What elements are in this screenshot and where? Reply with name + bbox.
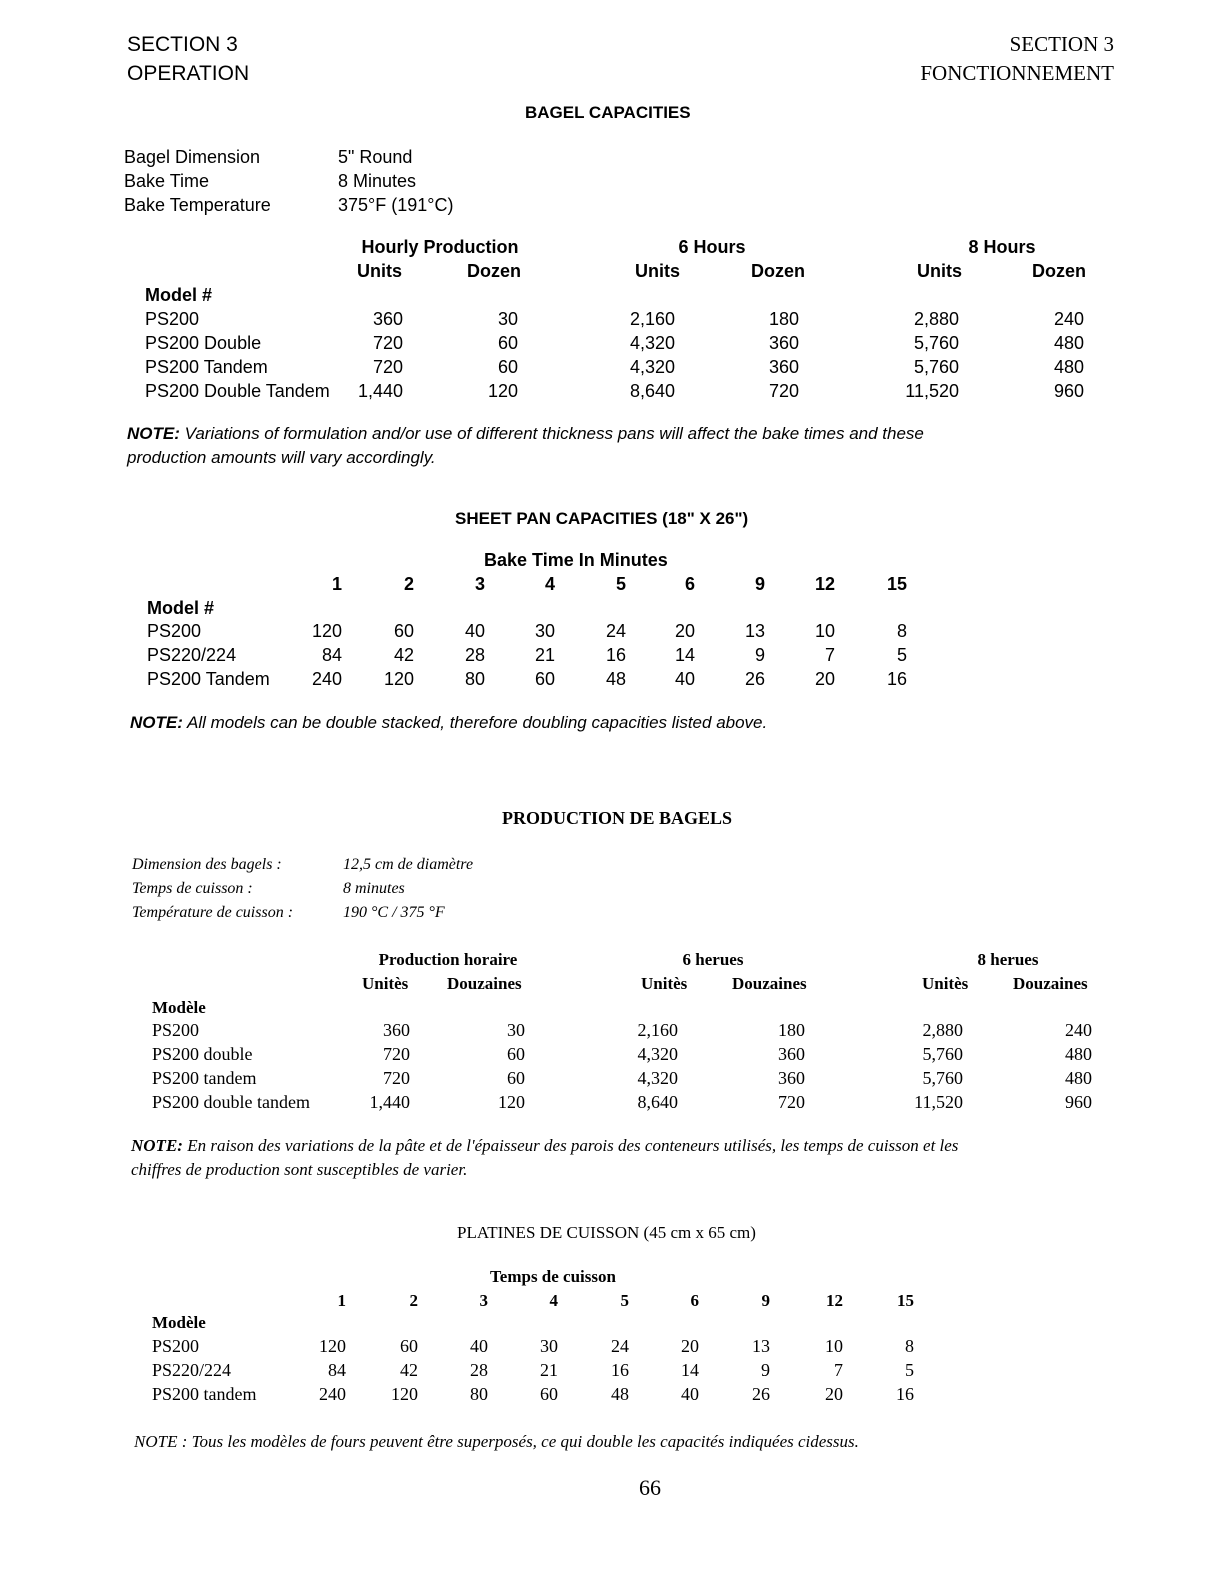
cell: 240 [1065,1020,1092,1040]
cell: 240 [311,669,342,689]
cell: 14 [681,1360,699,1380]
cell: 960 [1065,1092,1092,1112]
cell: 720 [383,1044,410,1064]
spec-label: Temps de cuisson : [132,880,253,897]
cell: 4,320 [629,357,675,377]
minute-header: 9 [754,574,765,594]
cell: 20 [674,621,695,641]
cell: 1,440 [369,1092,410,1112]
cell: 10 [825,1336,843,1356]
cell: 4,320 [637,1044,678,1064]
cell: 20 [825,1384,843,1404]
model-name: PS200 Tandem [145,357,268,377]
cell: 180 [768,309,799,329]
cell: 120 [498,1092,525,1112]
cell: 2,160 [629,309,675,329]
cell: 2,880 [922,1020,963,1040]
cell: 28 [470,1360,488,1380]
note-text: All models can be double stacked, therefore doubling capacities listed above. [182,713,768,732]
bagel-capacities-title: BAGEL CAPACITIES [525,103,691,122]
spec-value: 375°F (191°C) [338,195,454,215]
cell: 7 [834,1360,843,1380]
group-header-6h: 6 herues [682,950,744,969]
cell: 5,760 [913,333,959,353]
cell: 360 [768,357,799,377]
cell: 720 [778,1092,805,1112]
cell: 13 [752,1336,770,1356]
cell: 360 [372,309,403,329]
cell: 30 [497,309,518,329]
minute-header: 6 [684,574,695,594]
cell: 8,640 [637,1092,678,1112]
col-header: Dozen [467,261,521,281]
group-header-bake-time: Temps de cuisson [490,1267,616,1286]
cell: 40 [464,621,485,641]
cell: 1,440 [357,381,403,401]
note-text: En raison des variations de la pâte et de l'épaisseur des parois des conteneurs utilisés, les temps de cuisson et les [182,1136,959,1155]
model-name: PS200 Tandem [147,669,270,689]
minute-header: 1 [331,574,342,594]
cell: 8,640 [629,381,675,401]
cell: 5,760 [913,357,959,377]
cell: 5,760 [922,1068,963,1088]
cell: 60 [400,1336,418,1356]
note-prefix: NOTE: [131,1136,183,1155]
french-bagel-note [131,1134,958,1182]
spec-label: Bake Time [124,171,210,191]
section-number-fr: SECTION 3 [1009,32,1114,56]
cell: 14 [674,645,695,665]
spec-value: 12,5 cm de diamètre [343,856,474,873]
col-header: Douzaines [732,974,807,993]
cell: 60 [507,1044,525,1064]
cell: 84 [321,645,342,665]
model-name: PS200 [147,621,202,641]
cell: 720 [372,357,403,377]
model-name: PS200 double [152,1044,253,1064]
cell: 720 [372,333,403,353]
spec-label: Bagel Dimension [124,147,261,167]
cell: 360 [778,1044,805,1064]
page-number: 66 [639,1475,661,1500]
cell: 8 [905,1336,914,1356]
cell: 40 [681,1384,699,1404]
minute-header: 3 [479,1291,488,1310]
cell: 360 [383,1020,410,1040]
model-name: PS200 tandem [152,1384,257,1404]
note-prefix: NOTE: [130,713,183,732]
model-header: Modèle [152,1313,206,1332]
cell: 2,880 [913,309,959,329]
minute-header: 12 [826,1291,843,1310]
cell: 10 [814,621,835,641]
cell: 60 [497,357,518,377]
cell: 30 [534,621,555,641]
section-header-right [920,30,1114,88]
minute-header: 6 [690,1291,699,1310]
group-header-6h: 6 Hours [678,237,746,257]
col-header: Douzaines [447,974,522,993]
note-text: production amounts will vary accordingly. [127,448,436,467]
group-header-hourly: Hourly Production [361,237,519,257]
cell: 80 [464,669,485,689]
model-name: PS200 tandem [152,1068,257,1088]
spec-value: 190 °C / 375 °F [343,904,445,921]
cell: 60 [540,1384,558,1404]
cell: 720 [383,1068,410,1088]
cell: 720 [768,381,799,401]
cell: 180 [778,1020,805,1040]
model-header: Model # [147,598,215,618]
cell: 24 [611,1336,629,1356]
section-name: OPERATION [127,62,250,85]
model-name: PS200 [145,309,200,329]
cell: 120 [319,1336,346,1356]
minute-header: 4 [544,574,555,594]
cell: 120 [487,381,518,401]
cell: 120 [391,1384,418,1404]
model-name: PS200 [152,1336,200,1356]
cell: 21 [534,645,555,665]
bagel-note [127,422,924,470]
cell: 80 [470,1384,488,1404]
model-name: PS200 Double [145,333,262,353]
cell: 5,760 [922,1044,963,1064]
cell: 24 [605,621,626,641]
spec-value: 8 minutes [343,880,405,897]
cell: 16 [886,669,907,689]
cell: 60 [497,333,518,353]
minute-header: 2 [403,574,414,594]
group-header-8h: 8 herues [977,950,1039,969]
spec-label: Température de cuisson : [132,904,294,921]
cell: 20 [681,1336,699,1356]
cell: 2,160 [637,1020,678,1040]
french-sheet-pan-title: PLATINES DE CUISSON (45 cm x 65 cm) [457,1223,756,1242]
sheet-pan-note [130,711,767,735]
model-header: Modèle [152,998,206,1017]
cell: 48 [605,669,626,689]
col-header: Units [357,261,402,281]
col-header: Dozen [1032,261,1086,281]
model-name: PS220/224 [152,1360,232,1380]
cell: 30 [540,1336,558,1356]
cell: 11,520 [905,381,959,401]
model-name: PS200 [152,1020,200,1040]
cell: 42 [393,645,414,665]
cell: 40 [674,669,695,689]
spec-label: Dimension des bagels : [132,856,282,873]
sheet-pan-title: SHEET PAN CAPACITIES (18" X 26") [455,509,749,528]
section-number: SECTION 3 [127,33,238,56]
group-header-8h: 8 Hours [968,237,1036,257]
cell: 40 [470,1336,488,1356]
col-header: Units [635,261,680,281]
cell: 48 [611,1384,629,1404]
cell: 120 [383,669,414,689]
minute-header: 4 [549,1291,558,1310]
cell: 480 [1053,357,1084,377]
group-header-hourly: Production horaire [378,950,518,969]
cell: 240 [1053,309,1084,329]
minute-header: 9 [761,1291,770,1310]
cell: 480 [1053,333,1084,353]
cell: 9 [761,1360,770,1380]
spec-label: Bake Temperature [124,195,271,215]
spec-value: 5" Round [338,147,413,167]
col-header: Douzaines [1013,974,1088,993]
minute-header: 2 [409,1291,418,1310]
cell: 26 [744,669,765,689]
cell: 4,320 [629,333,675,353]
minute-header: 5 [620,1291,629,1310]
minute-header: 15 [886,574,907,594]
model-name: PS220/224 [147,645,237,665]
minute-header: 5 [615,574,626,594]
cell: 42 [400,1360,418,1380]
cell: 5 [896,645,907,665]
col-header: Unitès [641,974,688,993]
col-header: Units [917,261,962,281]
note-prefix: NOTE: [127,424,180,443]
french-bagel-title: PRODUCTION DE BAGELS [502,808,733,828]
cell: 84 [328,1360,346,1380]
cell: 11,520 [914,1092,963,1112]
section-name-fr: FONCTIONNEMENT [920,61,1114,85]
note-text: chiffres de production sont susceptibles de varier. [131,1160,468,1179]
cell: 5 [905,1360,914,1380]
col-header: Dozen [751,261,805,281]
cell: 8 [896,621,907,641]
cell: 120 [311,621,342,641]
cell: 21 [540,1360,558,1380]
cell: 16 [896,1384,914,1404]
cell: 16 [605,645,626,665]
cell: 26 [752,1384,770,1404]
minute-header: 3 [474,574,485,594]
col-header: Unitès [922,974,969,993]
minute-header: 1 [337,1291,346,1310]
cell: 4,320 [637,1068,678,1088]
minute-header: 15 [897,1291,914,1310]
cell: 28 [464,645,485,665]
cell: 9 [754,645,765,665]
cell: 360 [768,333,799,353]
cell: 360 [778,1068,805,1088]
model-header: Model # [145,285,213,305]
model-name: PS200 Double Tandem [145,381,330,401]
cell: 60 [393,621,414,641]
col-header: Unitès [362,974,409,993]
cell: 13 [744,621,765,641]
cell: 480 [1065,1068,1092,1088]
cell: 60 [507,1068,525,1088]
cell: 960 [1053,381,1084,401]
minute-header: 12 [814,574,835,594]
cell: 240 [319,1384,346,1404]
cell: 480 [1065,1044,1092,1064]
cell: 16 [611,1360,629,1380]
cell: 7 [824,645,835,665]
cell: 30 [507,1020,525,1040]
french-sheet-pan-note: NOTE : Tous les modèles de fours peuvent être superposés, ce qui double les capacités indiquées cidessus. [134,1432,859,1451]
cell: 60 [534,669,555,689]
group-header-bake-time: Bake Time In Minutes [484,550,668,570]
spec-value: 8 Minutes [338,171,417,191]
cell: 20 [814,669,835,689]
model-name: PS200 double tandem [152,1092,310,1112]
section-header-left [127,30,249,88]
note-text: Variations of formulation and/or use of different thickness pans will affect the bake times and these [179,424,924,443]
